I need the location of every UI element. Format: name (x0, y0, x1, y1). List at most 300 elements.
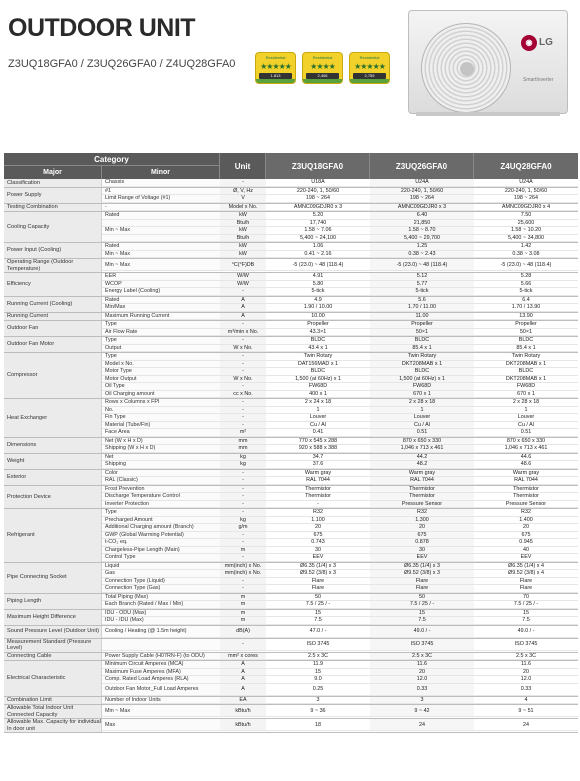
value-model-2: BLDC (370, 337, 474, 345)
unit-cell: - (220, 477, 266, 485)
value-model-2: Flare (370, 578, 474, 586)
value-model-2: RAL 7044 (370, 477, 474, 485)
value-model-3: 7.5 (474, 617, 578, 625)
lg-logo-text: LG (539, 37, 553, 48)
major-category: Sound Pressure Level (Outdoor Unit) (4, 626, 102, 638)
unit-cell: kg (220, 461, 266, 469)
spec-group (4, 719, 578, 733)
value-model-1: Thermistor (266, 486, 370, 494)
unit-cell: mm² x cores (220, 653, 266, 661)
value-model-1: 37.6 (266, 461, 370, 469)
table-body (4, 179, 578, 733)
value-model-3: ISO 3745 (474, 639, 578, 651)
value-model-2: 1.70 / 11.00 (370, 304, 474, 312)
unit-cell: Ø, V, Hz (220, 188, 266, 196)
minor-category: Rated (102, 243, 220, 251)
fan-grille-icon (421, 23, 511, 113)
value-model-1: U18A (266, 179, 370, 187)
page-title: OUTDOOR UNIT (8, 14, 196, 42)
value-model-1: 15 (266, 610, 370, 618)
value-model-1: 400 x 1 (266, 391, 370, 399)
major-category: Combination Limit (4, 697, 102, 705)
value-model-1: AMNC09GDJR0 x 3 (266, 204, 370, 212)
spec-group (4, 486, 578, 510)
value-model-2: 44.2 (370, 454, 474, 462)
value-model-2: ISO 3745 (370, 639, 474, 651)
header-model-2: Z3UQ26GFA0 (370, 153, 474, 179)
unit-cell: m (220, 547, 266, 555)
value-model-2: 48.2 (370, 461, 474, 469)
spec-group (4, 243, 578, 259)
spec-group (4, 313, 578, 322)
value-model-3: 198 ~ 264 (474, 195, 578, 203)
value-model-1: 1.100 (266, 517, 370, 525)
minor-category (102, 639, 220, 651)
minor-category: Min ~ Max (102, 705, 220, 717)
value-model-2: 1 (370, 407, 474, 415)
minor-category: Total Piping (Max) (102, 594, 220, 602)
value-model-3: 5,400 ~ 34,800 (474, 235, 578, 243)
spec-group (4, 212, 578, 243)
value-model-2: 5.12 (370, 273, 474, 281)
value-model-2: Twin Rotary (370, 353, 474, 361)
value-model-1: Cu / Al (266, 422, 370, 430)
unit-cell: - (220, 383, 266, 391)
value-model-3: 50×1 (474, 329, 578, 337)
minor-category: Type (102, 321, 220, 329)
minor-category: Connection Type (Liquid) (102, 578, 220, 586)
value-model-3: Warm gray (474, 470, 578, 478)
minor-category: GWP (Global Warming Potential) (102, 532, 220, 540)
value-model-2: 7.5 (370, 617, 474, 625)
value-model-1: 220-240, 1, 50/60 (266, 188, 370, 196)
major-category: Allowable Max. Capacity for individual In door unit (4, 719, 102, 732)
value-model-3: U24A (474, 179, 578, 187)
unit-cell: A (220, 661, 266, 669)
value-model-1: -5 (23.0) ~ 48 (118.4) (266, 259, 370, 271)
minor-category: Chargeless-Pipe Length (Main) (102, 547, 220, 555)
value-model-3: 1.58 ~ 10.20 (474, 227, 578, 235)
unit-cell: kW (220, 227, 266, 235)
unit-cell: - (220, 353, 266, 361)
unit-cell: Btu/h (220, 220, 266, 228)
value-model-2: 1.58 ~ 8.70 (370, 227, 474, 235)
minor-category: Precharged Amount (102, 517, 220, 525)
header-category: Category (4, 153, 220, 166)
value-model-2: 21,850 (370, 220, 474, 228)
unit-cell: °C(°F)DB (220, 259, 266, 271)
minor-category: Type (102, 509, 220, 517)
value-model-2: BLDC (370, 368, 474, 376)
value-model-1: Propeller (266, 321, 370, 329)
minor-category: Min ~ Max (102, 251, 220, 259)
value-model-2: 1,046 x 713 x 461 (370, 445, 474, 453)
value-model-3: 1.400 (474, 517, 578, 525)
energy-label-tile (302, 52, 343, 84)
value-model-1: 15 (266, 669, 370, 677)
minor-category: No. (102, 407, 220, 415)
minor-category: Connection Type (Gas) (102, 585, 220, 593)
unit-cell: - (220, 470, 266, 478)
unit-cell: - (220, 532, 266, 540)
value-model-2: 870 x 650 x 330 (370, 438, 474, 446)
minor-category: Discharge Temperature Control (102, 493, 220, 501)
value-model-1: Flare (266, 585, 370, 593)
value-model-1: 1,500 (at 60Hz) x 1 (266, 376, 370, 384)
header-model-3: Z4UQ28GFA0 (474, 153, 578, 179)
value-model-3: DKT208MAB x 1 (474, 361, 578, 369)
unit-cell: - (220, 585, 266, 593)
major-category: Running Current (4, 313, 102, 321)
value-model-2: 2 x 28 x 18 (370, 399, 474, 407)
spec-group (4, 454, 578, 470)
major-category: Piping Length (4, 594, 102, 609)
value-model-2: R32 (370, 509, 474, 517)
value-model-2: 50×1 (370, 329, 474, 337)
energy-rating-labels (255, 52, 395, 84)
minor-category: #1 (102, 188, 220, 196)
value-model-2: 3 (370, 697, 474, 705)
value-model-2: 30 (370, 547, 474, 555)
minor-category: Air Flow Rate (102, 329, 220, 337)
major-category: Pipe Connecting Socket (4, 563, 102, 593)
major-category: Allowable Total Indoor Unit Connected Capacity (4, 705, 102, 718)
minor-category: Rated (102, 297, 220, 305)
energy-label-header: Residential (359, 55, 380, 60)
unit-cell: - (220, 179, 266, 187)
major-category: Connecting Cable (4, 653, 102, 661)
minor-category: Cooling / Heating (@ 1.5m height) (102, 626, 220, 638)
value-model-2: 220-240, 1, 50/60 (370, 188, 474, 196)
unit-cell: A (220, 304, 266, 312)
value-model-2: Ø9.52 (3/8) x 3 (370, 570, 474, 578)
value-model-3: 15 (474, 610, 578, 618)
value-model-2: Pressure Sensor (370, 501, 474, 509)
minor-category: Maximum Fuse Amperes (MFA) (102, 669, 220, 677)
minor-category: Rated (102, 212, 220, 220)
value-model-2: 6.40 (370, 212, 474, 220)
value-model-3: Thermistor (474, 486, 578, 494)
unit-cell: - (220, 501, 266, 509)
minor-category: Min/Max (102, 304, 220, 312)
value-model-1: 5.20 (266, 212, 370, 220)
minor-category (102, 235, 220, 243)
unit-casing (408, 10, 568, 114)
value-model-2: Ø6.35 (1/4) x 3 (370, 563, 474, 571)
value-model-1: - (266, 501, 370, 509)
major-category: Protection Device (4, 486, 102, 509)
minor-category: Power Supply Cable (H07RN-F) (to ODU) (102, 653, 220, 661)
value-model-1: 7.5 / 25 / - (266, 601, 370, 609)
value-model-2: 11.00 (370, 313, 474, 321)
minor-category: Each Branch (Rated / Max / Min) (102, 601, 220, 609)
value-model-3: BLDC (474, 368, 578, 376)
unit-cell: m (220, 594, 266, 602)
unit-cell: kg (220, 517, 266, 525)
minor-category: Material (Tube/Fin) (102, 422, 220, 430)
value-model-2: 5.6 (370, 297, 474, 305)
minor-category: Net (102, 454, 220, 462)
value-model-1: 1.90 / 10.00 (266, 304, 370, 312)
value-model-3: 2.5 x 3C (474, 653, 578, 661)
spec-table (4, 153, 578, 733)
unit-cell: m³/min x No. (220, 329, 266, 337)
value-model-3: 7.5 / 25 / - (474, 601, 578, 609)
value-model-1: 920 x 588 x 388 (266, 445, 370, 453)
minor-category: Maximum Running Current (102, 313, 220, 321)
minor-category: Net (W x H x D) (102, 438, 220, 446)
value-model-3: 0.33 (474, 684, 578, 696)
value-model-1: 5.80 (266, 281, 370, 289)
value-model-1: 4.91 (266, 273, 370, 281)
major-category: Testing Combination (4, 204, 102, 212)
unit-cell: W x No. (220, 345, 266, 353)
value-model-2: Cu / Al (370, 422, 474, 430)
model-list-subtitle: Z3UQ18GFA0 / Z3UQ26GFA0 / Z4UQ28GFA0 (8, 58, 236, 70)
value-model-1: 18 (266, 719, 370, 731)
value-model-3: Pressure Sensor (474, 501, 578, 509)
unit-base (416, 112, 560, 116)
value-model-3: Propeller (474, 321, 578, 329)
spec-group (4, 626, 578, 639)
value-model-1: 0.743 (266, 539, 370, 547)
value-model-1: 0.41 (266, 429, 370, 437)
unit-cell: - (220, 486, 266, 494)
value-model-1: 20 (266, 524, 370, 532)
unit-cell: m² (220, 429, 266, 437)
value-model-2: FW68D (370, 383, 474, 391)
value-model-3: Twin Rotary (474, 353, 578, 361)
value-model-3: 670 x 1 (474, 391, 578, 399)
value-model-3: 49.0 / - (474, 626, 578, 638)
minor-category: Inverter Protection (102, 501, 220, 509)
value-model-2: Warm gray (370, 470, 474, 478)
unit-cell: kBtu/h (220, 719, 266, 731)
major-category: Classification (4, 179, 102, 187)
value-model-2: 0.878 (370, 539, 474, 547)
value-model-1: Thermistor (266, 493, 370, 501)
unit-cell: Model x No. (220, 204, 266, 212)
value-model-2: AMNC09GDJR0 x 3 (370, 204, 474, 212)
header-model-1: Z3UQ18GFA0 (266, 153, 370, 179)
unit-cell: cc x No. (220, 391, 266, 399)
value-model-1: BLDC (266, 368, 370, 376)
minor-category: Color (102, 470, 220, 478)
major-category: Electrical Characteristic (4, 661, 102, 696)
minor-category: Number of Indoor Units (102, 697, 220, 705)
value-model-1: 5-tick (266, 288, 370, 296)
minor-category: RAL (Classic) (102, 477, 220, 485)
value-model-3: Louver (474, 414, 578, 422)
unit-cell: - (220, 361, 266, 369)
value-model-2: 0.51 (370, 429, 474, 437)
unit-cell: mm(inch) x No. (220, 563, 266, 571)
unit-cell: - (220, 337, 266, 345)
value-model-1: RAL 7044 (266, 477, 370, 485)
value-model-2: 0.38 ~ 2.43 (370, 251, 474, 259)
value-model-1: 1.58 ~ 7.06 (266, 227, 370, 235)
minor-category: Outdoor Fan Motor_Full Load Amperes (102, 684, 220, 696)
value-model-2: 20 (370, 524, 474, 532)
unit-cell: W/W (220, 281, 266, 289)
lg-logo-mark: ◉ (521, 35, 537, 51)
value-model-2: Flare (370, 585, 474, 593)
value-model-3: 24 (474, 719, 578, 731)
value-model-1: 1.06 (266, 243, 370, 251)
spec-group (4, 470, 578, 486)
energy-star-icons: ★★★★★ (354, 62, 385, 71)
value-model-1: EEV (266, 554, 370, 562)
spec-group (4, 438, 578, 454)
value-model-3: 20 (474, 669, 578, 677)
value-model-2: 5-tick (370, 288, 474, 296)
energy-label-tile (349, 52, 390, 84)
value-model-1: 17,740 (266, 220, 370, 228)
unit-cell: kW (220, 251, 266, 259)
unit-cell: - (220, 399, 266, 407)
minor-category: Gas (102, 570, 220, 578)
value-model-2: 5,400 ~ 29,700 (370, 235, 474, 243)
value-model-3: 12.0 (474, 676, 578, 684)
minor-category: Min ~ Max (102, 227, 220, 235)
value-model-3: 44.6 (474, 454, 578, 462)
value-model-3: FW68D (474, 383, 578, 391)
minor-category: Chassis (102, 179, 220, 187)
value-model-1: 675 (266, 532, 370, 540)
value-model-1: 198 ~ 264 (266, 195, 370, 203)
spec-group (4, 399, 578, 438)
value-model-3: 6.4 (474, 297, 578, 305)
major-category: Operating Range (Outdoor Temperature) (4, 259, 102, 272)
value-model-1: 30 (266, 547, 370, 555)
unit-cell: A (220, 676, 266, 684)
unit-cell: - (220, 321, 266, 329)
value-model-2: -5 (23.0) ~ 48 (118.4) (370, 259, 474, 271)
value-model-1: 11.9 (266, 661, 370, 669)
value-model-2: 20 (370, 669, 474, 677)
major-category: Compressor (4, 353, 102, 398)
minor-category: Shipping (W x H x D) (102, 445, 220, 453)
value-model-2: 49.0 / - (370, 626, 474, 638)
minor-category: Max (102, 719, 220, 731)
header-minor: Minor (102, 166, 220, 179)
value-model-2: Thermistor (370, 493, 474, 501)
table-header (4, 153, 578, 179)
value-model-1: 50 (266, 594, 370, 602)
unit-cell: m (220, 601, 266, 609)
energy-label-tile (255, 52, 296, 84)
value-model-1: ISO 3745 (266, 639, 370, 651)
unit-cell: - (220, 539, 266, 547)
major-category: Efficiency (4, 273, 102, 296)
value-model-1: 9.0 (266, 676, 370, 684)
unit-cell: - (220, 414, 266, 422)
minor-category: IDU - ODU (Max) (102, 610, 220, 618)
energy-star-icons: ★★★★★ (260, 62, 291, 71)
value-model-2: 9 ~ 42 (370, 705, 474, 717)
spec-group (4, 179, 578, 188)
value-model-3: 0.38 ~ 3.08 (474, 251, 578, 259)
unit-cell: - (220, 407, 266, 415)
value-model-3: 25,600 (474, 220, 578, 228)
value-model-1: Ø9.52 (3/8) x 3 (266, 570, 370, 578)
unit-cell: dB(A) (220, 626, 266, 638)
value-model-3: Cu / Al (474, 422, 578, 430)
minor-category: t-CO₂ eq. (102, 539, 220, 547)
major-category: Outdoor Fan (4, 321, 102, 336)
energy-label-value: 2,755 (353, 73, 386, 79)
spec-group (4, 353, 578, 399)
spec-group (4, 273, 578, 297)
major-category: Cooling Capacity (4, 212, 102, 242)
spec-group (4, 594, 578, 610)
value-model-1: 4.9 (266, 297, 370, 305)
value-model-1: 2 x 24 x 18 (266, 399, 370, 407)
minor-category: EER (102, 273, 220, 281)
value-model-3: RAL 7044 (474, 477, 578, 485)
smart-inverter-text: SmartInverter (523, 77, 554, 83)
value-model-3: 1 (474, 407, 578, 415)
value-model-2: 1,500 (at 60Hz) x 1 (370, 376, 474, 384)
spec-group (4, 661, 578, 697)
value-model-3: Flare (474, 578, 578, 586)
value-model-1: R32 (266, 509, 370, 517)
value-model-2: Thermistor (370, 486, 474, 494)
minor-category (102, 220, 220, 228)
value-model-1: 34.7 (266, 454, 370, 462)
energy-label-header: Residential (312, 55, 333, 60)
value-model-3: DKT208MAB x 1 (474, 376, 578, 384)
major-category: Weight (4, 454, 102, 469)
value-model-2: 198 ~ 264 (370, 195, 474, 203)
value-model-3: 48.6 (474, 461, 578, 469)
minor-category: Model x No. (102, 361, 220, 369)
unit-cell: g/m (220, 524, 266, 532)
minor-category: Energy Label (Cooling) (102, 288, 220, 296)
spec-group (4, 697, 578, 706)
value-model-1: 0.41 ~ 2.16 (266, 251, 370, 259)
unit-cell: Btu/h (220, 235, 266, 243)
minor-category: Motor Output (102, 376, 220, 384)
unit-cell: - (220, 554, 266, 562)
value-model-1: 43.3×1 (266, 329, 370, 337)
value-model-3: 20 (474, 524, 578, 532)
value-model-1: 770 x 545 x 288 (266, 438, 370, 446)
unit-cell: - (220, 493, 266, 501)
minor-category: Output (102, 345, 220, 353)
value-model-1: 10.00 (266, 313, 370, 321)
minor-category: Fin Type (102, 414, 220, 422)
energy-label-value: 2,406 (306, 73, 339, 79)
spec-group (4, 705, 578, 719)
value-model-3: 220-240, 1, 50/60 (474, 188, 578, 196)
unit-cell: A (220, 313, 266, 321)
value-model-3: 40 (474, 547, 578, 555)
minor-category: Motor Type (102, 368, 220, 376)
minor-category: Minimum Circuit Amperes (MCA) (102, 661, 220, 669)
minor-category: Shipping (102, 461, 220, 469)
value-model-3: 85.4 x 1 (474, 345, 578, 353)
minor-category: Liquid (102, 563, 220, 571)
unit-cell: kBtu/h (220, 705, 266, 717)
unit-cell: - (220, 422, 266, 430)
value-model-3: 9 ~ 51 (474, 705, 578, 717)
value-model-2: 670 x 1 (370, 391, 474, 399)
unit-cell: V (220, 195, 266, 203)
major-category: Power Supply (4, 188, 102, 203)
value-model-2: Louver (370, 414, 474, 422)
value-model-2: 1.300 (370, 517, 474, 525)
